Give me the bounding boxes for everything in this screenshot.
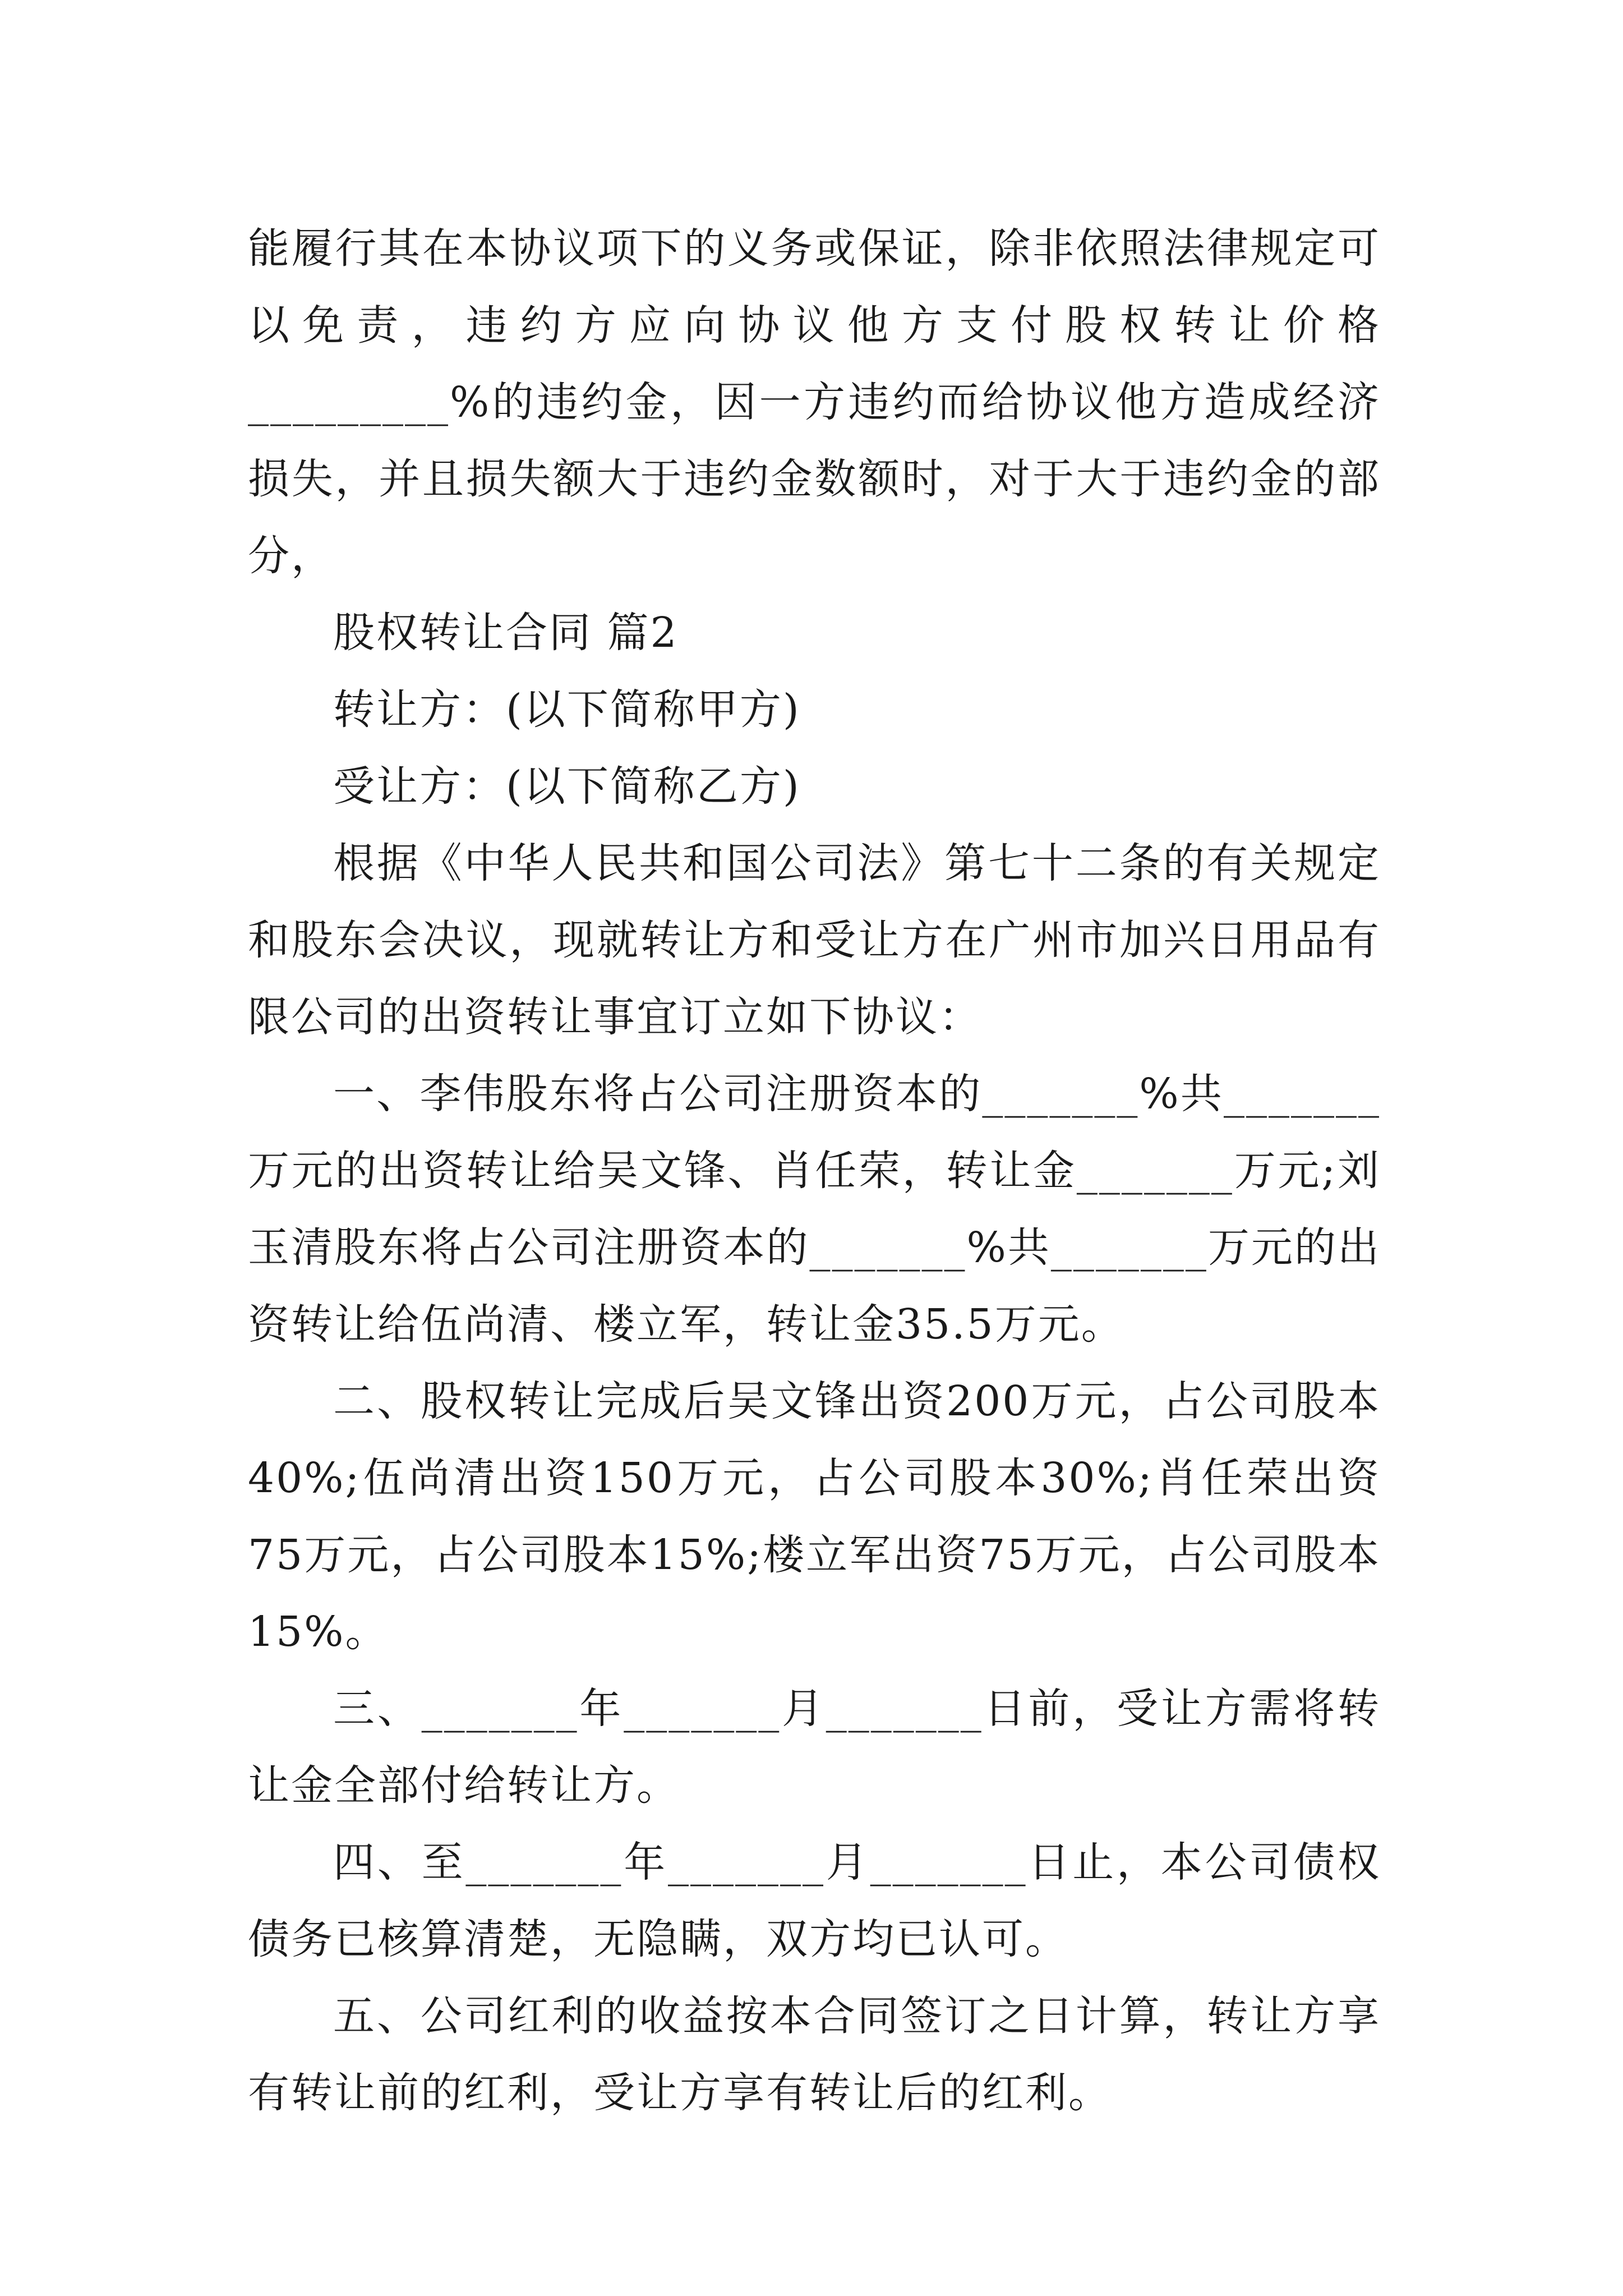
transferor-line: 转让方：(以下简称甲方) [333,685,801,734]
paragraph-continuation: 能履行其在本协议项下的义务或保证，除非依照法律规定可以免责，违约方应向协议他方支付股权转让价格_________%的违约金，因一方违约而给协议他方造成经济损失，并且损失额大于违约金数额时，对于大于违约金的部分， [248,224,1381,580]
clause-2: 二、股权转让完成后吴文锋出资200万元，占公司股本40%;伍尚清出资150万元，占公司股本30%;肖任荣出资75万元，占公司股本15%;楼立军出资75万元，占公司股本15%。 [248,1377,1381,1656]
document-body [248,210,1381,2132]
clause-1: 一、李伟股东将占公司注册资本的_______%共_______万元的出资转让给吴文锋、肖任荣，转让金_______万元;刘玉清股东将占公司注册资本的_______%共_______万元的出资转让给伍尚清、楼立军，转让金35.5万元。 [248,1070,1381,1349]
clause-4: 四、至_______年_______月_______日止，本公司债权债务已核算清楚，无隐瞒，双方均已认可。 [248,1838,1381,1963]
clause-5: 五、公司红利的收益按本合同签订之日计算，转让方享有转让前的红利，受让方享有转让后的红利。 [248,1992,1381,2117]
clause-3: 三、_______年_______月_______日前，受让方需将转让金全部付给转让方。 [248,1685,1381,1810]
transferee-line: 受让方：(以下简称乙方) [333,762,801,811]
section-heading: 股权转让合同 篇2 [333,609,679,657]
preamble-paragraph: 根据《中华人民共和国公司法》第七十二条的有关规定和股东会决议，现就转让方和受让方在广州市加兴日用品有限公司的出资转让事宜订立如下协议： [248,839,1381,1041]
